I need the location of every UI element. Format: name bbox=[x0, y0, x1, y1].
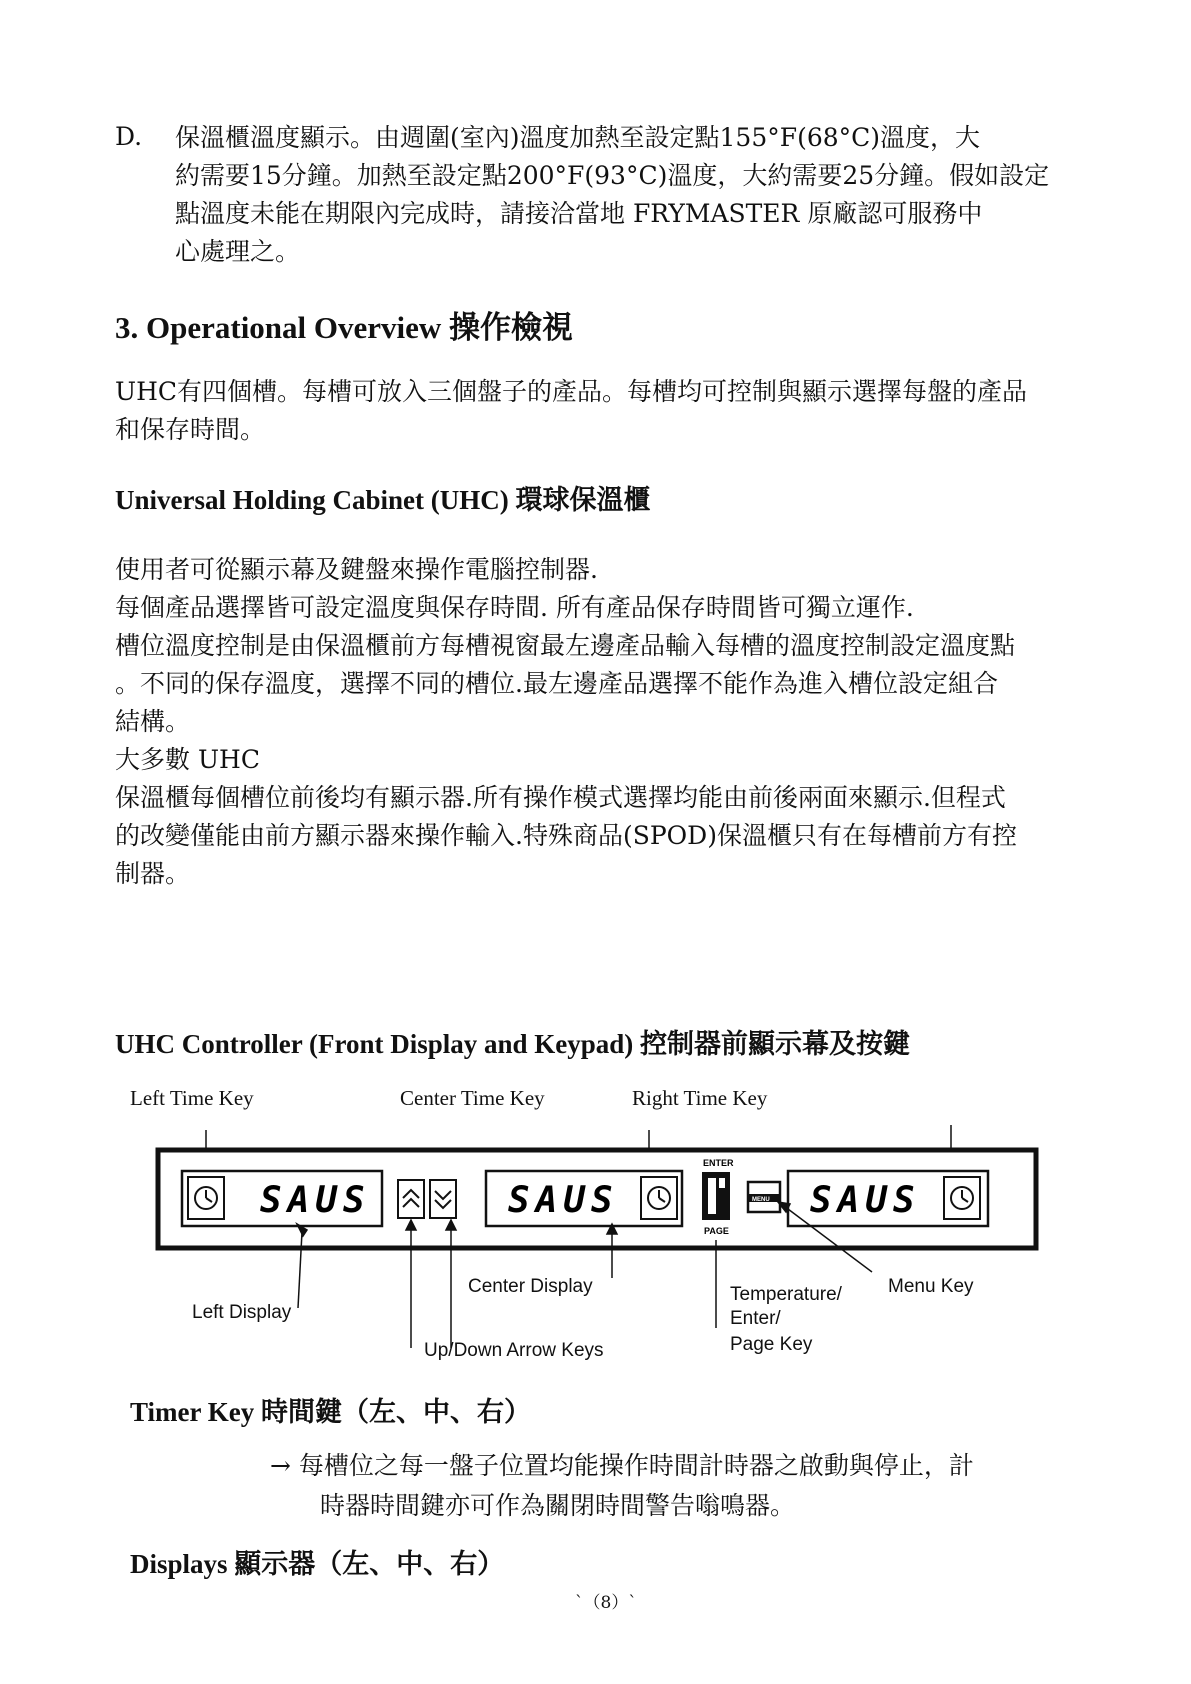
temperature-enter-page-key[interactable] bbox=[702, 1172, 730, 1220]
uhc-line-4: 。不同的保存溫度，選擇不同的槽位.最左邊產品選擇不能作為進入槽位設定組合 bbox=[115, 669, 998, 698]
center-display-text: SAUS bbox=[508, 1180, 619, 1221]
displays-heading: Displays 顯示器（左、中、右） bbox=[130, 1549, 505, 1579]
section-d-line-1: 保溫櫃溫度顯示。由週圍(室內)溫度加熱至設定點155°F(68°C)溫度，大 bbox=[175, 123, 981, 152]
uhc-line-8: 的改變僅能由前方顯示器來操作輸入.特殊商品(SPOD)保溫櫃只有在每槽前方有控 bbox=[115, 821, 1017, 850]
uhc-heading: Universal Holding Cabinet (UHC) 環球保溫櫃 bbox=[115, 485, 651, 515]
section-d-marker: D. bbox=[115, 122, 143, 151]
label-left-time-key: Left Time Key bbox=[130, 1086, 254, 1110]
label-menu-key: Menu Key bbox=[888, 1276, 974, 1297]
uhc-line-2: 每個產品選擇皆可設定溫度與保存時間. 所有產品保存時間皆可獨立運作. bbox=[115, 593, 914, 622]
center-time-key[interactable] bbox=[641, 1177, 677, 1219]
label-temperature: Temperature/ bbox=[730, 1284, 842, 1305]
section-d-line-2: 約需要15分鐘。加熱至設定點200°F(93°C)溫度，大約需要25分鐘。假如設定 bbox=[175, 161, 1050, 190]
label-left-display: Left Display bbox=[192, 1302, 292, 1323]
uhc-line-6: 大多數 UHC bbox=[115, 745, 260, 774]
label-center-time-key: Center Time Key bbox=[400, 1086, 545, 1110]
label-enter: Enter/ bbox=[730, 1308, 781, 1329]
label-center-display: Center Display bbox=[468, 1276, 593, 1297]
down-arrow-key[interactable] bbox=[430, 1180, 456, 1218]
uhc-line-7: 保溫櫃每個槽位前後均有顯示器.所有操作模式選擇均能由前後兩面來顯示.但程式 bbox=[115, 783, 1006, 812]
label-page-key: Page Key bbox=[730, 1334, 813, 1355]
page-label: PAGE bbox=[704, 1226, 729, 1236]
uhc-line-5: 結構。 bbox=[115, 707, 191, 736]
menu-label: MENU bbox=[752, 1197, 770, 1203]
up-arrow-key[interactable] bbox=[398, 1180, 424, 1218]
right-time-key[interactable] bbox=[944, 1177, 980, 1219]
section-3-title: 3. Operational Overview 操作檢視 bbox=[115, 310, 574, 345]
left-time-key[interactable] bbox=[188, 1177, 224, 1219]
timer-key-line-1: → 每槽位之每一盤子位置均能操作時間計時器之啟動與停止，計 bbox=[270, 1451, 974, 1480]
uhc-line-9: 制器。 bbox=[115, 859, 191, 888]
uhc-line-1: 使用者可從顯示幕及鍵盤來操作電腦控制器. bbox=[115, 555, 598, 584]
page-number: `（8）` bbox=[575, 1593, 637, 1613]
uhc-line-3: 槽位溫度控制是由保溫櫃前方每槽視窗最左邊產品輸入每槽的溫度控制設定溫度點 bbox=[115, 631, 1016, 660]
enter-label: ENTER bbox=[703, 1158, 734, 1168]
section-d-line-3: 點溫度未能在期限內完成時，請接洽當地 FRYMASTER 原廠認可服務中 bbox=[175, 199, 983, 228]
section-3-intro-2: 和保存時間。 bbox=[115, 415, 266, 444]
timer-key-heading: Timer Key 時間鍵（左、中、右） bbox=[130, 1397, 531, 1427]
label-right-time-key: Right Time Key bbox=[632, 1086, 768, 1110]
controller-heading: UHC Controller (Front Display and Keypad) 控制器前顯示幕及按鍵 bbox=[115, 1029, 911, 1059]
timer-key-line-2: 時器時間鍵亦可作為關閉時間警告嗡鳴器。 bbox=[320, 1491, 796, 1520]
label-up-down-arrow-keys: Up/Down Arrow Keys bbox=[424, 1340, 604, 1361]
section-d-line-4: 心處理之。 bbox=[175, 237, 301, 266]
section-3-intro-1: UHC有四個槽。每槽可放入三個盤子的產品。每槽均可控制與顯示選擇每盤的產品 bbox=[115, 377, 1028, 406]
right-display-text: SAUS bbox=[810, 1180, 921, 1221]
left-display-text: SAUS bbox=[260, 1180, 371, 1221]
